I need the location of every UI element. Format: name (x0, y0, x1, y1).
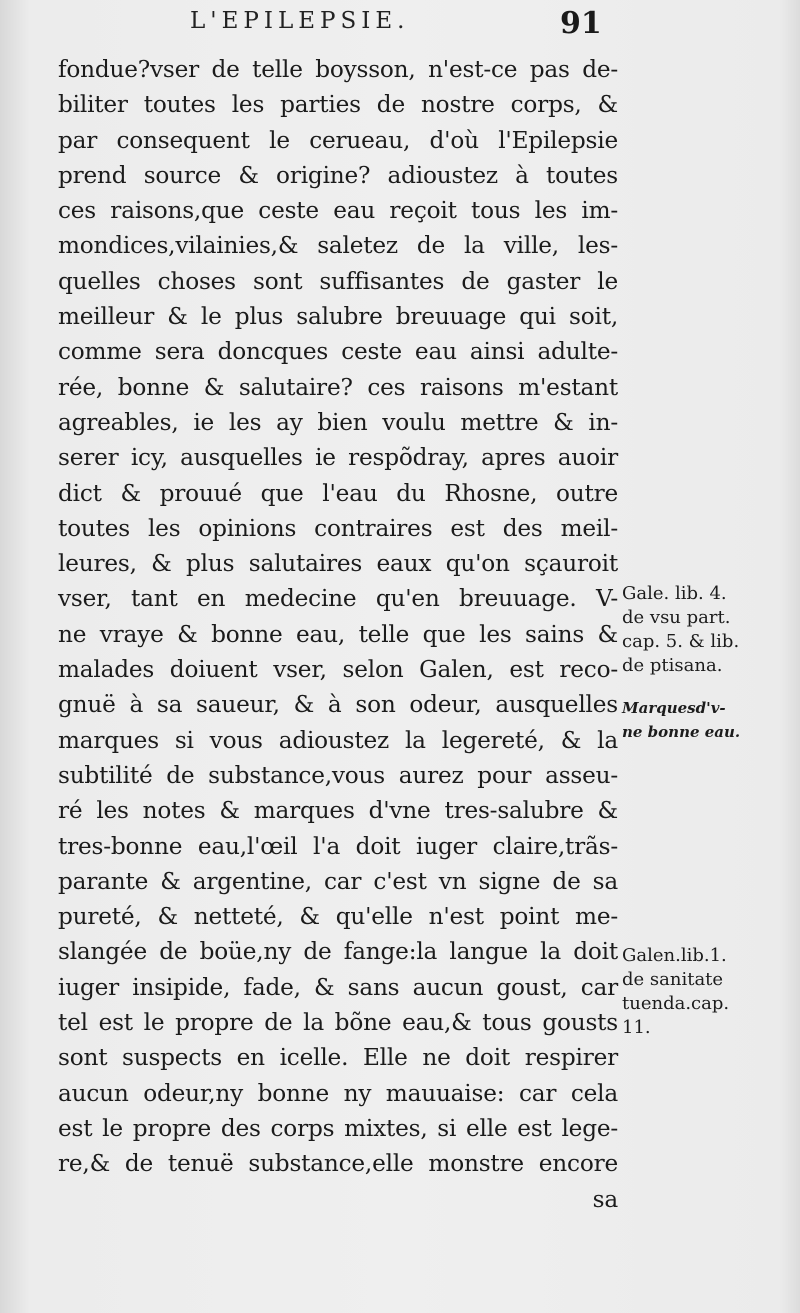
text-line: re,& de tenuë substance,elle monstre encore (58, 1150, 618, 1178)
text-line: rée, bonne & salutaire? ces raisons m'estant (58, 373, 618, 401)
text-line: toutes les opinions contraires est des meil- (58, 514, 618, 542)
margin-note-line: 11. (622, 1017, 651, 1038)
margin-note-line: tuenda.cap. (622, 993, 730, 1014)
text-line: sont suspects en icelle. Elle ne doit respirer (58, 1044, 618, 1072)
text-line: slangée de boüe,ny de fange:la langue la doit (58, 938, 618, 966)
text-line: mondices,vilainies,& saletez de la ville, les- (58, 232, 618, 260)
text-line: parante & argentine, car c'est vn signe de sa (58, 867, 618, 895)
margin-note-line: ne bonne eau. (622, 723, 741, 741)
text-line: ces raisons,que ceste eau reçoit tous les im- (58, 197, 618, 225)
text-line: biliter toutes les parties de nostre corps, & (58, 91, 618, 119)
margin-note-line: Gale. lib. 4. (622, 583, 727, 604)
text-line: gnuë à sa saueur, & à son odeur, ausquelles (58, 691, 618, 719)
text-line: dict & prouué que l'eau du Rhosne, outre (58, 479, 618, 507)
running-head: L'EPILEPSIE. (190, 8, 410, 34)
text-line: fondue?vser de telle boysson, n'est-ce pas de- (58, 56, 618, 83)
margin-note-line: de sanitate (622, 969, 724, 990)
margin-note-line: Marquesd'v- (622, 699, 726, 717)
text-line: aucun odeur,ny bonne ny mauuaise: car cela (58, 1079, 618, 1107)
margin-note-line: cap. 5. & lib. (622, 631, 740, 652)
margin-note-galen-ref-1 (622, 582, 792, 678)
text-line: par consequent le cerueau, d'où l'Epilepsie (58, 126, 618, 154)
text-line: tel est le propre de la bõne eau,& tous gousts (58, 1009, 618, 1037)
page-number: 91 (560, 6, 602, 41)
text-line: ne vraye & bonne eau, telle que les sains & (58, 620, 618, 648)
margin-note-galen-ref-2 (622, 944, 792, 1040)
main-text-block (58, 52, 618, 1217)
margin-note-line: de vsu part. (622, 607, 731, 628)
catchword: sa (592, 1185, 618, 1213)
text-line: marques si vous adioustez la legereté, & la (58, 726, 618, 754)
text-line: malades doiuent vser, selon Galen, est reco- (58, 656, 618, 684)
text-line: prend source & origine? adioustez à toutes (58, 161, 618, 189)
text-line: leures, & plus salutaires eaux qu'on sçauroit (58, 550, 618, 578)
text-line: serer icy, ausquelles ie respõdray, apres auoir (58, 444, 618, 472)
text-line: vser, tant en medecine qu'en breuuage. V- (58, 585, 618, 613)
text-line: quelles choses sont suffisantes de gaster le (58, 267, 618, 295)
text-line: est le propre des corps mixtes, si elle est lege- (58, 1114, 618, 1142)
text-line: pureté, & netteté, & qu'elle n'est point me- (58, 903, 618, 931)
text-line: ré les notes & marques d'vne tres-salubre & (58, 797, 618, 825)
show-through-bleed (625, 205, 735, 365)
margin-note-marques (622, 696, 792, 744)
margin-note-line: Galen.lib.1. (622, 945, 727, 966)
text-line: comme sera doncques ceste eau ainsi adulte- (58, 338, 618, 366)
text-line: iuger insipide, fade, & sans aucun goust, car (58, 973, 618, 1001)
text-line: subtilité de substance,vous aurez pour asseu- (58, 761, 618, 789)
text-line: meilleur & le plus salubre breuuage qui soit, (58, 303, 618, 331)
margin-note-line: de ptisana. (622, 655, 723, 676)
text-line: agreables, ie les ay bien voulu mettre & in- (58, 408, 618, 436)
text-line: tres-bonne eau,l'œil l'a doit iuger claire,trãs- (58, 832, 618, 860)
